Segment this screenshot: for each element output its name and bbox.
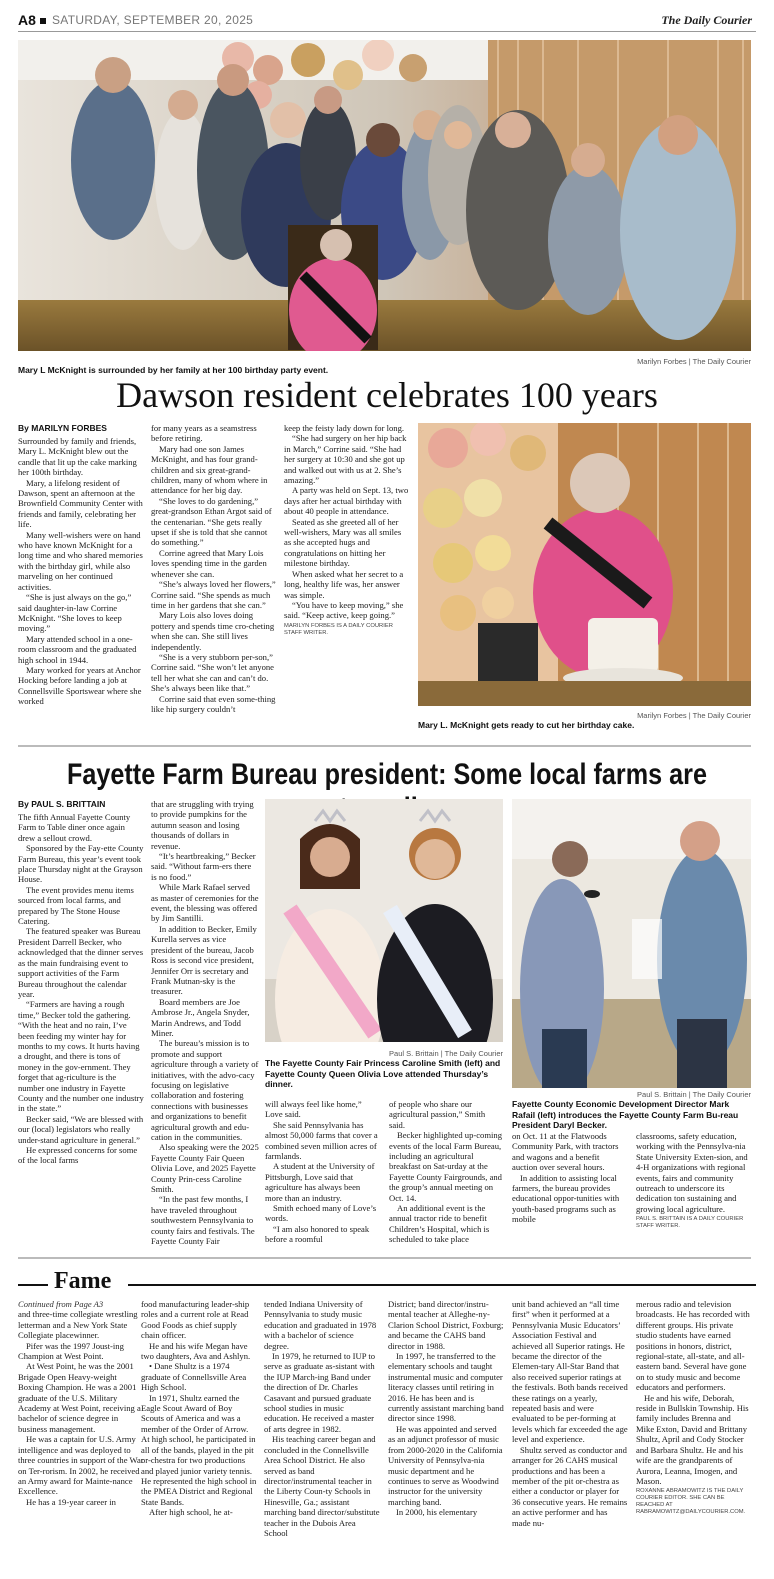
paragraph: In 1997, he transferred to the elementary schools and taught instrumental music and computer literacy classes until retiring in 2016. He has been and is currently assistant marching band director since 1998. — [388, 1351, 504, 1424]
paragraph: “I am also honored to speak before a roomful — [265, 1223, 370, 1245]
paragraph: Pifer was the 1997 Joust-ing Champion at West Point. — [18, 1340, 124, 1362]
paragraph: The event provides menu items sourced from local farms, and prepared by The Stone House Catering. — [18, 884, 134, 927]
paragraph: He was a captain for U.S. Army intelligence and was deployed to three countries in support of the War on Ter-rorism. In 2002, he received an Army award for Mainte-nance Excellence. — [18, 1434, 144, 1497]
masthead: The Daily Courier — [661, 13, 752, 27]
paragraph: When asked what her secret to a long, healthy life was, her answer was simple. — [284, 568, 404, 600]
paragraph: “She’s always loved her flowers,” Corrine said. “She spends as much time in her gardens that she can.” — [151, 579, 276, 610]
paragraph: and three-time collegiate wrestling letterman and a New York State Collegiate placewinner. — [18, 1309, 138, 1341]
headline: Fayette Farm Bureau president: Some local farms are — [66, 758, 708, 791]
paragraph: “It’s heartbreaking,” Becker said. “Without farm-ers there is no food.” — [151, 851, 256, 882]
story2-column-4 — [389, 1099, 503, 1249]
story2-column-1 — [18, 812, 144, 1246]
story2-column-6 — [636, 1131, 751, 1249]
paragraph: of people who share our agricultural passion,” Smith said. — [389, 1099, 486, 1130]
paragraph: “Farmers are having a rough time,” Becker told the gathering. “With the heat and no rain, I’ve been feeding my winter hay for months to my cows. It hurts having a drought, and there is tons of money in the gov-ernment. They forget that ag-riculture is the number one industry in Fayette County and the number one industry in the state.” — [18, 999, 144, 1114]
paragraph: The featured speaker was Bureau President Darrell Becker, who acknowledged that the dinner serves as the main fundraising event to support activities of the Farm Bureau throughout the calendar year. — [18, 926, 144, 999]
paragraph: classrooms, safety education, working with the Pennsylva-nia State University Exten-sion, and 4-H organizations with regional events, fairs and community outreach to underscore its dedication ton sustaining and growing local agriculture. — [636, 1131, 748, 1214]
paragraph: He was appointed and served as an adjunct professor of music from 2000-2020 in the California University of Pennsylva-nia music department and he continues to serve as Woodwind instructor for the university marching band. — [388, 1423, 503, 1507]
paragraph: • Dane Shultz is a 1974 graduate of Connellsville Area High School. — [141, 1361, 247, 1393]
byline-name: PAUL S. BRITTAIN — [31, 799, 106, 809]
header-rule — [18, 31, 756, 32]
byline-prefix: By — [18, 799, 29, 809]
photo-credit: Marilyn Forbes | The Daily Courier — [637, 357, 751, 366]
fame-column-1 — [18, 1299, 144, 1579]
paragraph: His teaching career began and concluded in the Connellsville Area School District. He also served as band director/instrumental teacher in the Liberty Coun-ty Schools in Hinesville, Ga.; assistant marching band director/substitute teacher in the Dubois Area School — [264, 1434, 380, 1538]
paragraph: on Oct. 11 at the Flatwoods Community Park, with tractors and wagons and a benefit auction over several hours. — [512, 1131, 619, 1173]
fame-column-2 — [141, 1299, 257, 1579]
paragraph: merous radio and television broadcasts. He has recorded with different groups. His private studio students have earned positions in honors, district, regional-state, all-state, and all-eastern band. Several have gone on to study music and become educators and performers. — [636, 1299, 750, 1393]
paragraph: unit band achieved an “all time first” when it performed at a Pennsylvania Music Educators’ Association Festival and achieved all Superior ratings. He became the director of the Elemen-tary All-Star Band that also received superior ratings at the festivals. Both bands received these ratings on a yearly, repeated basis and were evaluated to be per-forming at levels which far exceeded the age level and experience. — [512, 1299, 628, 1445]
paragraph: District; band director/instru-mental teacher at Alleghe-ny-Clarion School District, Foxburg; and became the CAHS band director in 1988. — [388, 1299, 504, 1351]
story1-column-1 — [18, 436, 144, 741]
paragraph: keep the feisty lady down for long. — [284, 423, 405, 433]
paragraph: After high school, he at- — [149, 1507, 233, 1518]
paragraph: A party was held on Sept. 13, two days after her actual birthday with about 40 people in attendance. — [284, 485, 409, 517]
paragraph: that are struggling with trying to provide pumpkins for the autumn season and losing thousands of dollars in revenue. — [151, 799, 254, 851]
byline-name: MARILYN FORBES — [31, 423, 107, 433]
continued-from: Continued from Page A3 — [18, 1299, 104, 1309]
author-tagline: MARILYN FORBES IS A DAILY COURIER STAFF WRITER. — [284, 622, 393, 636]
byline-prefix: By — [18, 423, 29, 433]
fair-queen-photo — [265, 799, 503, 1042]
paragraph: An additional event is the annual tractor ride to benefit Children’s Hospital, which is scheduled to take place — [389, 1203, 490, 1245]
paragraph: He has a 19-year career in — [26, 1496, 116, 1507]
headline: Dawson resident celebrates 100 years — [116, 375, 658, 415]
photo-caption: Mary L. McKnight gets ready to cut her birthday cake. — [418, 720, 635, 730]
fame-column-4 — [388, 1299, 504, 1579]
paragraph: Shultz served as conductor and arranger for 26 CAHS musical productions and has been a member of the pit or-chestra as either a conductor or player for 36 consecutive years. He remains an active performer and has made nu- — [512, 1444, 628, 1528]
paragraph: Mary, a lifelong resident of Dawson, spent an afternoon at the Brownfield Community Center with friends and family, celebrating her life. — [18, 477, 143, 530]
paragraph: food manufacturing leader-ship roles and a current role at Read Good Foods as chief supply chain officer. — [141, 1299, 250, 1341]
section-title: Fame — [54, 1268, 112, 1294]
byline — [18, 423, 107, 433]
paragraph: “She loves to do gardening,” great-grandson Ethan Argot said of the centenarian. “She gets really upset if she is told that she cannot do something.” — [151, 495, 272, 548]
paragraph: Also speaking were the 2025 Fayette County Fair Queen Olivia Love, and 2025 Fayette County Prin-cess Caroline Smith. — [151, 1142, 259, 1195]
paragraph: Corrine agreed that Mary Lois loves spending time in the garden whenever she can. — [151, 547, 267, 579]
cake-photo — [418, 423, 751, 706]
paragraph: Smith echoed many of Love’s words. — [265, 1203, 377, 1224]
photo-caption: Fayette County Economic Development Director Mark Rafail (left) introduces the Fayette County Farm Bu-reau President Daryl Becker. — [512, 1099, 739, 1130]
story2-column-2 — [151, 799, 259, 1246]
author-tagline: ROXANNE ABRAMOWITZ IS THE DAILY COURIER EDITOR. SHE CAN BE REACHED AT RABRAMOWITZ@DAILYCOURIER.COM. — [636, 1488, 746, 1516]
issue-date: SATURDAY, SEPTEMBER 20, 2025 — [52, 13, 254, 27]
paragraph: “In the past few months, I have traveled throughout southwestern Pennsylvania to county fairs and festivals. The Fayette County Fair — [151, 1194, 255, 1246]
byline — [18, 799, 105, 809]
fame-column-6 — [636, 1299, 751, 1579]
paragraph: Sponsored by the Fay-ette County Farm Bureau, this year’s event took place Thursday night at the Grayson House. — [18, 843, 144, 885]
paragraph: In 1971, Shultz earned the Eagle Scout Award of Boy Scouts of America and was a member of the Order of Arrow. At high school, he participated in all of the bands, played in the pit or-chestra for two productions and played junior variety tennis. He represented the high school in the PMEA District and Regional State Bands. — [141, 1392, 257, 1507]
fame-column-3 — [264, 1299, 380, 1579]
paragraph: Mary had one son James McKnight, and has four grand-children and six great-grand-children, many of whom where in attendance for her big day. — [151, 443, 268, 496]
paragraph: “She is a very stubborn per-son,” Corrine said. “She won’t let anyone tell her what she can and can’t do. She’s always been like that.” — [151, 651, 274, 694]
page-number: A8 — [18, 12, 36, 28]
paragraph: Becker said, “We are blessed with our (local) legislators who really under-stand agriculture in general.” — [18, 1113, 144, 1145]
family-photo — [18, 40, 751, 351]
paragraph: In addition to assisting local farmers, the bureau provides educational oppor-tunities with youth-based programs such as mobile — [512, 1172, 620, 1225]
paragraph: “She is just always on the go,” said daughter-in-law Corrine McKnight. “She loves to keep moving.” — [18, 592, 132, 634]
paragraph: A student at the University of Pittsburgh, Love said that agriculture has always been more than an industry. — [265, 1161, 375, 1203]
paragraph: Board members are Joe Ambrose Jr., Angela Snyder, Marin Andrews, and Todd Miner. — [151, 996, 250, 1038]
paragraph: He and his wife Megan have two daughters, Ava and Ashlyn. — [141, 1340, 251, 1362]
paragraph: for many years as a seamstress before retiring. — [151, 423, 257, 444]
paragraph: In addition to Becker, Emily Kurella serves as vice president of the bureau, Jacob Ross is second vice president, Jennifer Orr is secretary and Frank Mutnan-sky is the treasurer. — [151, 923, 257, 997]
header-square-icon — [40, 18, 46, 24]
paragraph: Many well-wishers were on hand who have known McKnight for a long time and who shared memories with the birthday girl, while also marveling on her continued activities. — [18, 529, 143, 592]
paragraph: Corrine said that even some-thing like hip surgery couldn’t — [151, 693, 276, 714]
section-rule — [18, 1284, 48, 1286]
story1-column-3 — [284, 423, 410, 745]
paragraph: tended Indiana University of Pennsylvania to study music education and graduated in 1978 with a bachelor of science degree. — [264, 1299, 377, 1351]
paragraph: In 2000, his elementary — [396, 1507, 478, 1518]
story2-column-3 — [265, 1099, 378, 1249]
paragraph: Mary attended school in a one-room classroom and the graduated high school in 1944. — [18, 633, 137, 665]
paragraph: The fifth Annual Fayette County Farm to Table diner once again drew a sellout crowd. — [18, 812, 131, 843]
paragraph: He and his wife, Deborah, reside in Bullskin Township. His family includes Brenna and Mike Exton, David and Brittany Shultz, April and Cody Stocker and Barbara Shultz. He and his wife are the grandparents of Aurora, Leanna, Imogen, and Mason. — [636, 1392, 749, 1486]
paragraph: “She had surgery on her hip back in March,” Corrine said. “She had her surgery at 10:30 and she got up and walked out with us at 2. She’s amazing.” — [284, 433, 407, 486]
paragraph: He expressed concerns for some of the local farms — [18, 1145, 138, 1166]
author-tagline: PAUL S. BRITTAIN IS A DAILY COURIER STAFF WRITER. — [636, 1216, 744, 1230]
paragraph: Mary worked for years at Anchor Hocking before landing a job at Connellsville Sportswear where she worked — [18, 664, 142, 707]
paragraph: While Mark Rafael served as master of ceremonies for the event, the blessing was offered by Jim Santilli. — [151, 882, 259, 924]
paragraph: Mary Lois also loves doing pottery and spends time cro-cheting when she can. She still lives independently. — [151, 610, 275, 652]
paragraph: will always feel like home,” Love said. — [265, 1099, 362, 1120]
paragraph: In 1979, he returned to IUP to serve as graduate as-sistant with the IUP March-ing Band under the direction of Dr. Charles Casavant and pursued graduate school studies in music education. He received a master of arts degree in 1982. — [264, 1351, 376, 1434]
fame-column-5 — [512, 1299, 628, 1579]
section-divider — [18, 1257, 751, 1259]
paragraph: “You have to keep moving,” she said. “Keep active, keep going.” — [284, 599, 404, 621]
paragraph: At West Point, he was the 2001 Brigade Open Heavy-weight Boxing Champion. He was a 2001 graduate of the U.S. Military Academy at West Point, receiving a bachelor of science degree in business management. — [18, 1361, 141, 1434]
paragraph: Surrounded by family and friends, Mary L. McKnight blew out the candle that lit up the cake marking her 100th birthday. — [18, 436, 137, 478]
paragraph: Becker highlighted up-coming events of the local Farm Bureau, including an agricultural breakfast on Sat-urday at the Fayette County Fairgrounds, and the group’s annual meeting on Oct. 14. — [389, 1130, 503, 1203]
photo-caption: The Fayette County Fair Princess Caroline Smith (left) and Fayette County Queen Olivia Love attended Thursday’s dinner. — [265, 1058, 501, 1089]
story2-column-5 — [512, 1131, 626, 1249]
speakers-photo — [512, 799, 751, 1088]
story1-column-2 — [151, 423, 277, 741]
section-divider — [18, 745, 751, 747]
section-rule — [128, 1284, 756, 1286]
photo-caption: Mary L McKnight is surrounded by her family at her 100 birthday party event. — [18, 365, 329, 375]
paragraph: She said Pennsylvania has almost 50,000 farms that cover a combined seven million acres of farmlands. — [265, 1119, 378, 1162]
paragraph: The bureau’s mission is to promote and support agriculture through a variety of initiatives, with the advo-cacy focusing on legislative collaboration and fostering connections with businesses and organizations to benefit agricultural growth and edu-cation in the communities. — [151, 1038, 259, 1142]
photo-credit: Paul S. Brittain | The Daily Courier — [637, 1090, 751, 1099]
paragraph: Seated as she greeted all of her well-wishers, Mary was all smiles as she accepted hugs and congratulations on hitting her milestone birthday. — [284, 516, 402, 569]
photo-credit: Marilyn Forbes | The Daily Courier — [637, 711, 751, 720]
photo-credit: Paul S. Brittain | The Daily Courier — [389, 1049, 503, 1058]
